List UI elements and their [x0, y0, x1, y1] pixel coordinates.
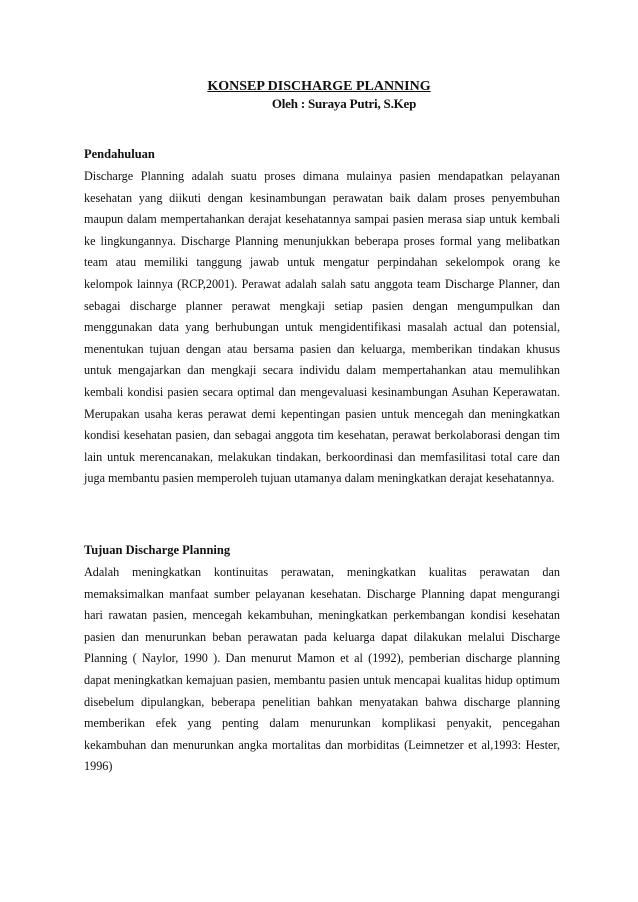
document-title [0, 78, 638, 96]
section-heading: Pendahuluan [84, 147, 155, 161]
document-title-text: KONSEP DISCHARGE PLANNING [207, 79, 431, 94]
section-tujuan [84, 541, 560, 778]
section-heading: Tujuan Discharge Planning [84, 543, 231, 557]
document-author: Oleh : Suraya Putri, S.Kep [271, 96, 417, 111]
section-paragraph: Discharge Planning adalah suatu proses dimana mulainya pasien mendapatkan pelayanan kesehatan yang diikuti dengan kesinambungan perawatan baik dalam proses penyembuhan maupun dalam mempertahankan derajat kesehatannya sampai pasien merasa siap untuk kembali ke lingkungannya. Discharge Planning menunjukkan beberapa proses formal yang melibatkan team atau memiliki tanggung jawab untuk mengatur perpindahan sekelompok orang ke kelompok lainnya (RCP,2001). Perawat adalah salah satu anggota team Discharge Planner, dan sebagai discharge planner perawat mengkaji setiap pasien dengan mengumpulkan dan menggunakan data yang berhubungan untuk mengidentifikasi masalah actual dan potensial, menentukan tujuan dengan atau bersama pasien dan keluarga, memberikan tindakan khusus untuk mengajarkan dan mengkaji secara individu dalam mempertahankan atau memulihkan kembali kondisi pasien secara optimal dan mengevaluasi kesinambungan Asuhan Keperawatan. Merupakan usaha keras perawat demi kepentingan pasien untuk mencegah dan meningkatkan kondisi kesehatan pasien, dan sebagai anggota tim kesehatan, perawat berkolaborasi dengan tim lain untuk merencanakan, melakukan tindakan, berkoordinasi dan memfasilitasi total care dan juga membantu pasien memperoleh tujuan utamanya dalam meningkatkan derajat kesehatannya. [84, 169, 560, 486]
section-paragraph: Adalah meningkatkan kontinuitas perawatan, meningkatkan kualitas perawatan dan memaksimalkan manfaat sumber pelayanan kesehatan. Discharge Planning dapat mengurangi hari rawatan pasien, mencegah kekambuhan, meningkatkan perkembangan kondisi kesehatan pasien dan menurunkan beban perawatan pada keluarga dapat dilakukan melalui Discharge Planning ( Naylor, 1990 ). Dan menurut Mamon et al (1992), pemberian discharge planning dapat meningkatkan kemajuan pasien, membantu pasien untuk mencapai kualitas hidup optimum disebelum dipulangkan, beberapa penelitian bahkan menyatakan bahwa discharge planning memberikan efek yang penting dalam menurunkan komplikasi penyakit, pencegahan kekambuhan dan menurunkan angka mortalitas dan morbiditas (Leimnetzer et al,1993: Hester, 1996) [84, 565, 560, 774]
section-pendahuluan [84, 145, 560, 490]
